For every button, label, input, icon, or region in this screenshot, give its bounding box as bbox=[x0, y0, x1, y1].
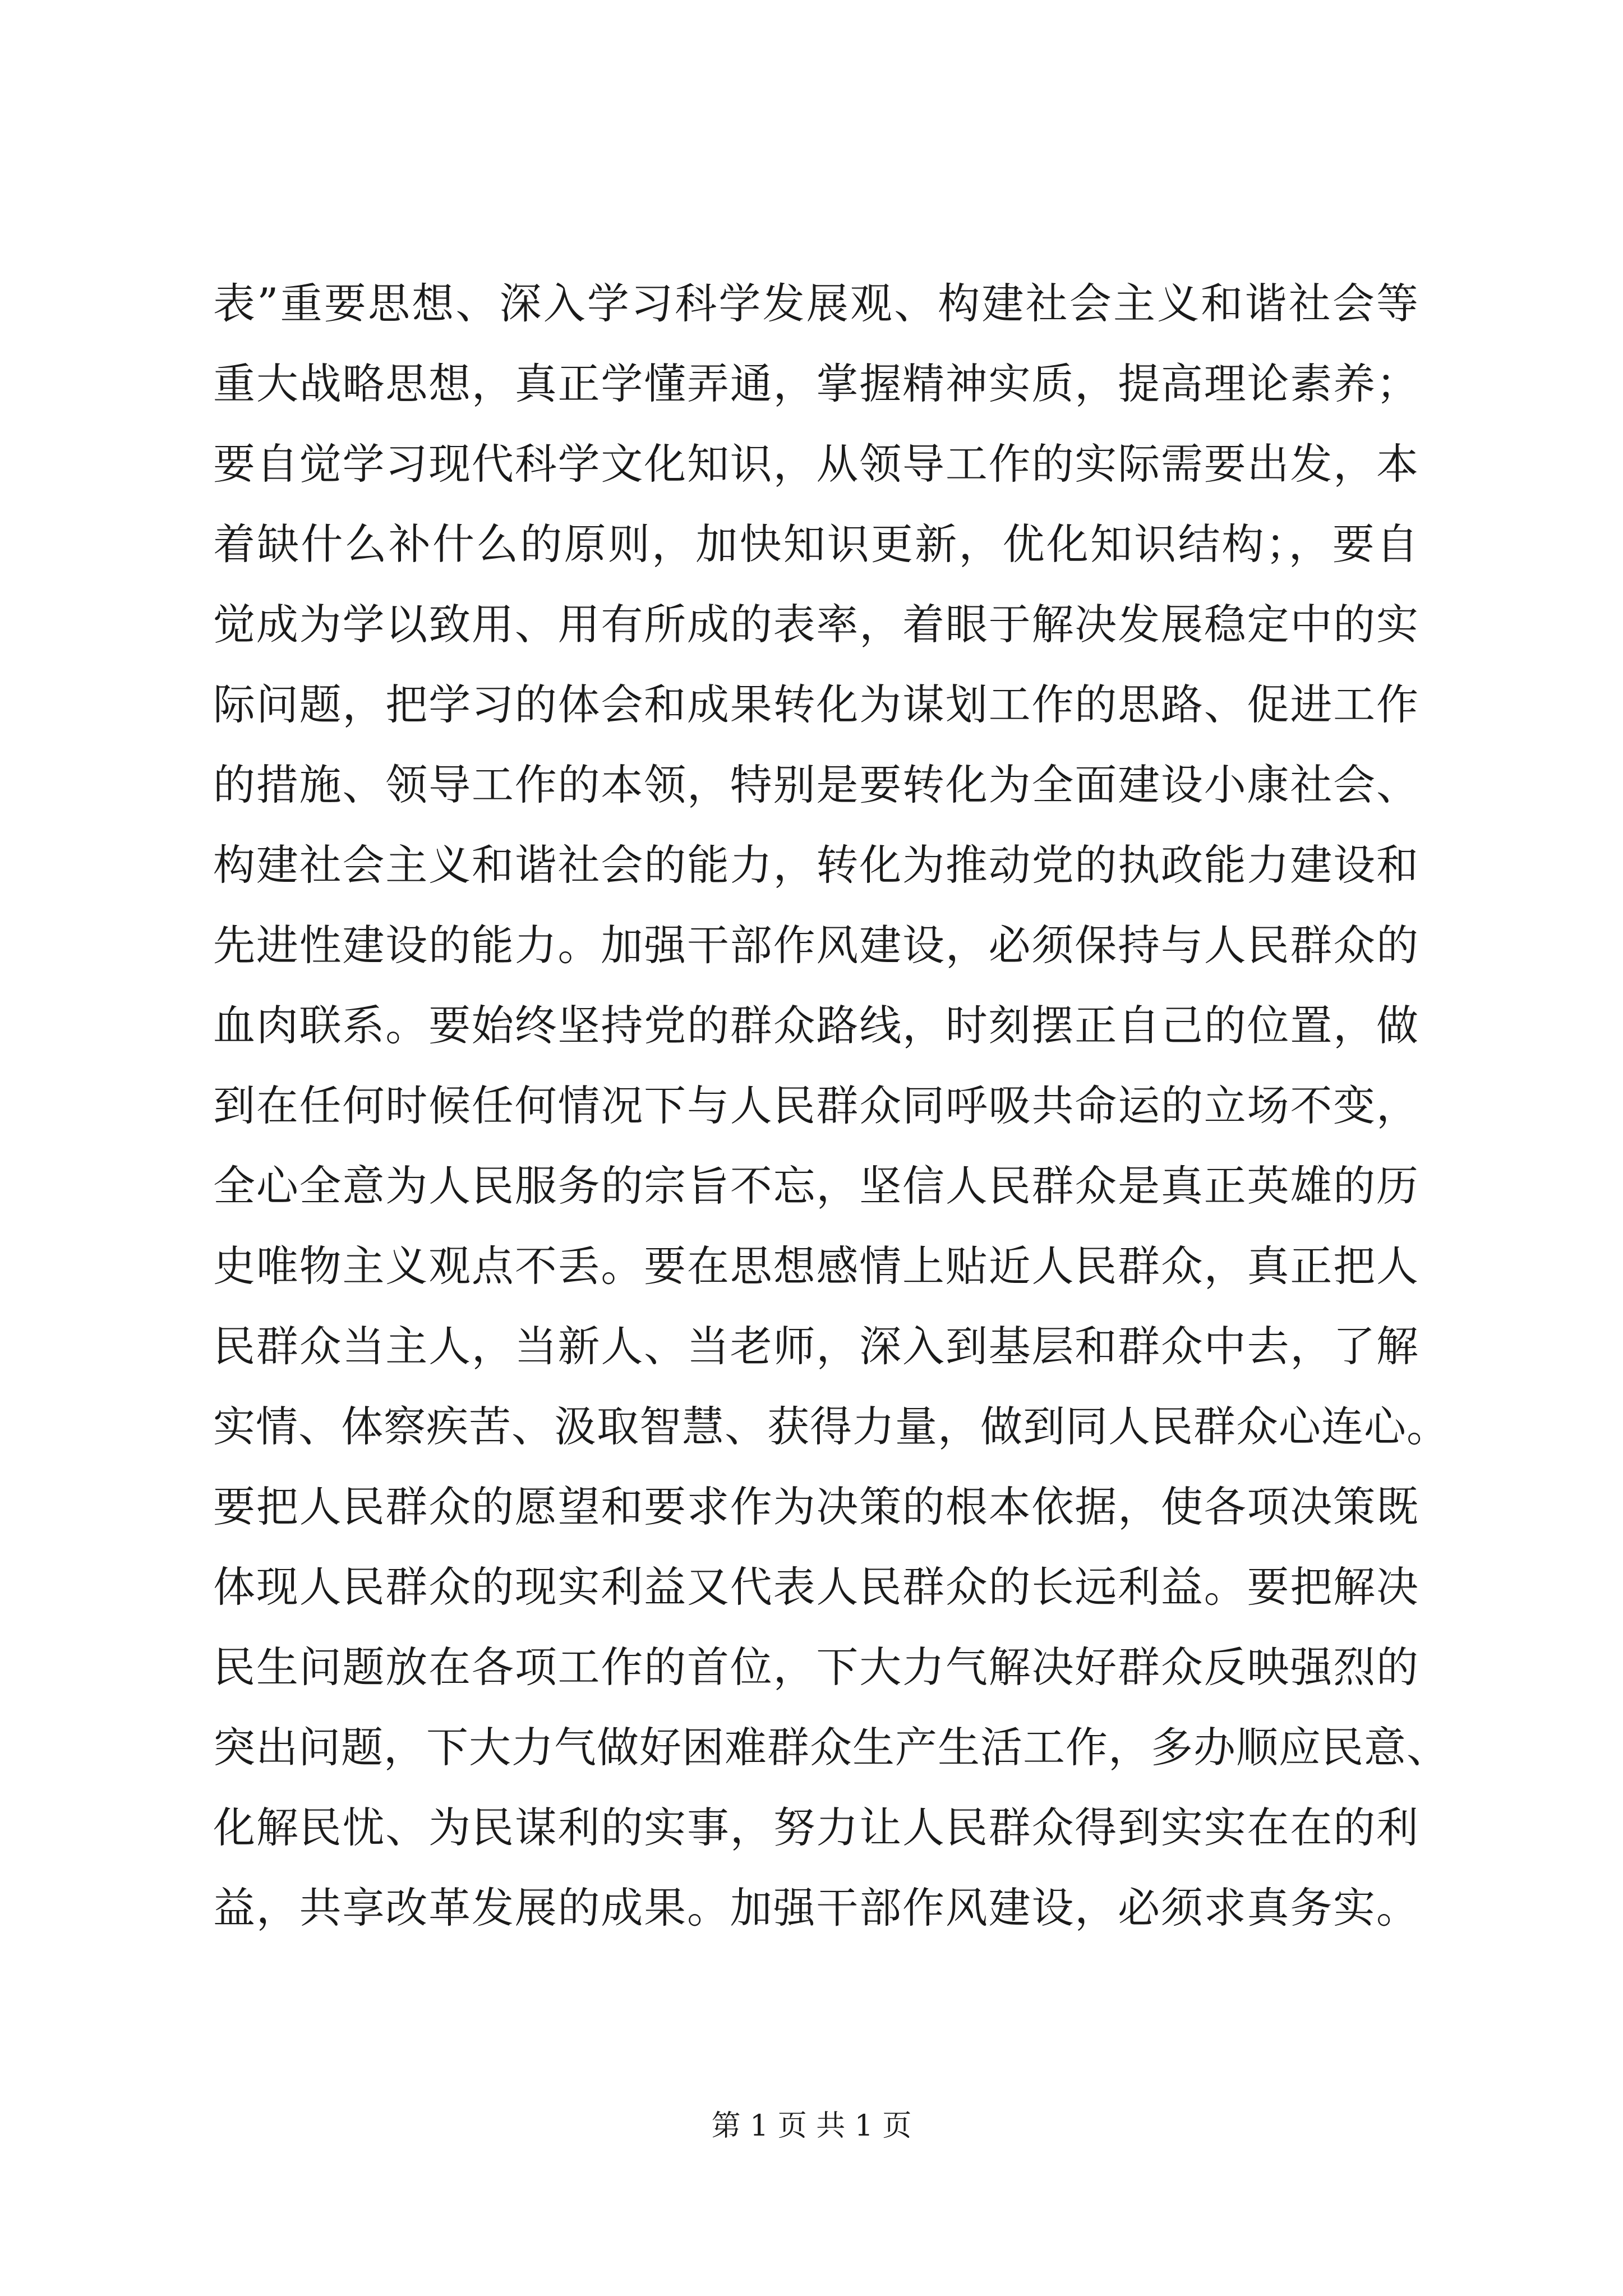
text-line: 构建社会主义和谐社会的能力，转化为推动党的执政能力建设和 bbox=[213, 840, 1419, 890]
text-line: 实情、体察疾苦、汲取智慧、获得力量，做到同人民群众心连心。 bbox=[213, 1402, 1450, 1451]
text-line: 民群众当主人，当新人、当老师，深入到基层和群众中去，了解 bbox=[213, 1322, 1419, 1371]
text-line: 先进性建设的能力。加强干部作风建设，必须保持与人民群众的 bbox=[213, 921, 1419, 970]
text-line: 重大战略思想，真正学懂弄通，掌握精神实质，提高理论素养； bbox=[213, 359, 1419, 408]
text-line: 表”重要思想、深入学习科学发展观、构建社会主义和谐社会等 bbox=[213, 279, 1419, 328]
text-line: 化解民忧、为民谋利的实事，努力让人民群众得到实实在在的利 bbox=[213, 1803, 1419, 1852]
text-line: 的措施、领导工作的本领，特别是要转化为全面建设小康社会、 bbox=[213, 760, 1419, 809]
text-line: 益，共享改革发展的成果。加强干部作风建设，必须求真务实。 bbox=[213, 1883, 1419, 1932]
text-line: 着缺什么补什么的原则，加快知识更新，优化知识结构；，要自 bbox=[213, 519, 1419, 569]
text-line: 到在任何时候任何情况下与人民群众同呼吸共命运的立场不变， bbox=[213, 1081, 1419, 1130]
text-line: 体现人民群众的现实利益又代表人民群众的长远利益。要把解决 bbox=[213, 1562, 1419, 1612]
text-line: 觉成为学以致用、用有所成的表率，着眼于解决发展稳定中的实 bbox=[213, 600, 1419, 649]
page-footer bbox=[0, 2106, 1623, 2146]
text-line: 要自觉学习现代科学文化知识，从领导工作的实际需要出发，本 bbox=[213, 439, 1419, 489]
text-line: 要把人民群众的愿望和要求作为决策的根本依据，使各项决策既 bbox=[213, 1482, 1419, 1531]
text-line: 突出问题，下大力气做好困难群众生产生活工作，多办顺应民意、 bbox=[213, 1723, 1450, 1772]
text-line: 史唯物主义观点不丢。要在思想感情上贴近人民群众，真正把人 bbox=[213, 1241, 1419, 1291]
text-line: 民生问题放在各项工作的首位，下大力气解决好群众反映强烈的 bbox=[213, 1642, 1419, 1692]
text-line: 际问题，把学习的体会和成果转化为谋划工作的思路、促进工作 bbox=[213, 680, 1419, 729]
body-text bbox=[213, 264, 1450, 1948]
text-line: 血肉联系。要始终坚持党的群众路线，时刻摆正自己的位置，做 bbox=[213, 1001, 1419, 1050]
text-line: 全心全意为人民服务的宗旨不忘，坚信人民群众是真正英雄的历 bbox=[213, 1161, 1419, 1211]
page-number-label: 第 1 页 共 1 页 bbox=[711, 2109, 912, 2143]
